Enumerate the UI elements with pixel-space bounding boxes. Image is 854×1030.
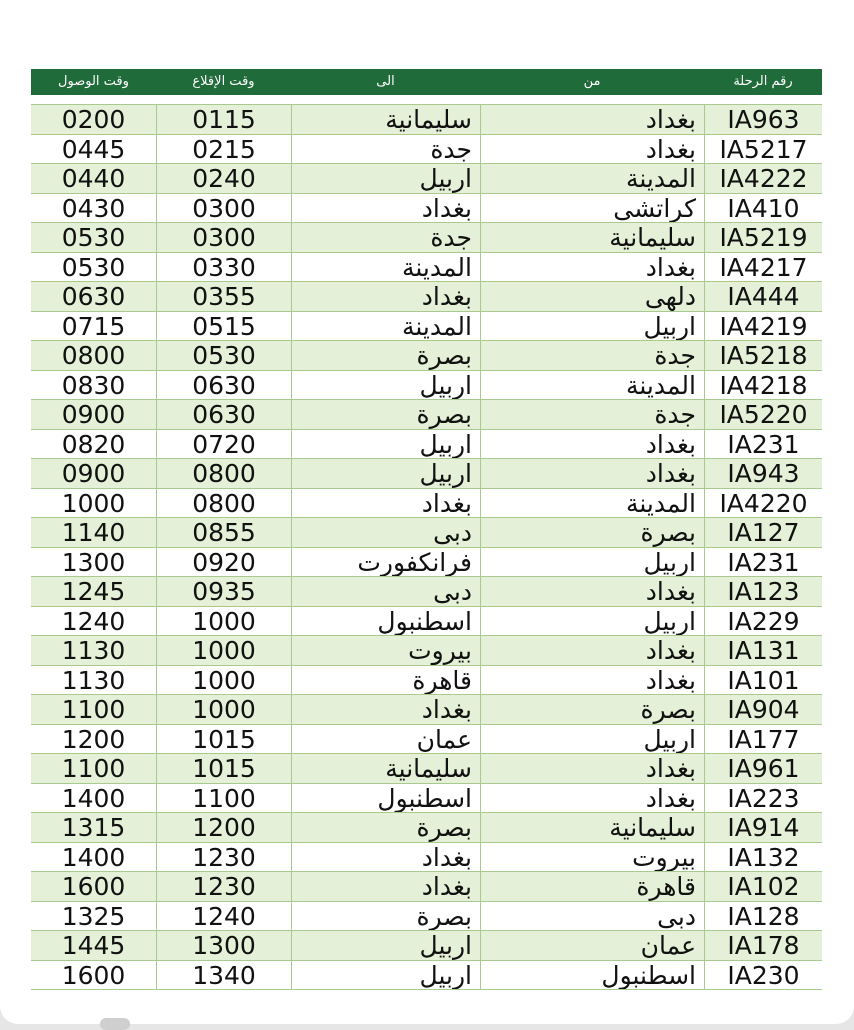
cell-departure-time: 1230 [156, 872, 291, 901]
cell-arrival-time: 0820 [61, 429, 126, 458]
table-row [31, 400, 822, 430]
cell-departure-time: 0115 [156, 105, 291, 134]
cell-from: اسطنبول [480, 961, 704, 990]
table-row [31, 548, 822, 578]
cell-from: بغداد [480, 253, 704, 282]
cell-to: دبى [291, 577, 480, 606]
cell-arrival-time: 1000 [61, 488, 126, 517]
cell-to: قاهرة [291, 666, 480, 695]
cell-arrival-time: 1130 [61, 665, 126, 694]
cell-from: سليمانية [480, 223, 704, 252]
cell-departure-time: 1100 [156, 784, 291, 813]
cell-arrival-time: 1315 [61, 813, 126, 842]
cell-flight-number: IA963 [704, 105, 822, 134]
cell-flight-number: IA178 [704, 931, 822, 960]
table-row [31, 666, 822, 696]
cell-arrival-time: 0715 [61, 311, 126, 340]
table-row [31, 636, 822, 666]
header-from: من [583, 74, 601, 89]
cell-departure-time: 0920 [156, 548, 291, 577]
cell-to: بغداد [291, 282, 480, 311]
table-row [31, 843, 822, 873]
cell-departure-time: 1000 [156, 695, 291, 724]
cell-arrival-time: 1600 [61, 872, 126, 901]
cell-from: بغداد [480, 135, 704, 164]
header-departure-time: وقت الإقلاع [192, 74, 255, 89]
cell-arrival-time: 0830 [61, 370, 126, 399]
cell-flight-number: IA230 [704, 961, 822, 990]
table-row [31, 105, 822, 135]
cell-arrival-time: 0800 [61, 341, 126, 370]
cell-flight-number: IA4217 [704, 253, 822, 282]
cell-to: عمان [291, 725, 480, 754]
table-row [31, 341, 822, 371]
cell-to: بغداد [291, 695, 480, 724]
table-row [31, 312, 822, 342]
cell-flight-number: IA4220 [704, 489, 822, 518]
table-row [31, 489, 822, 519]
table-row [31, 518, 822, 548]
cell-arrival-time: 0445 [61, 134, 126, 163]
cell-flight-number: IA961 [704, 754, 822, 783]
cell-arrival-time: 0900 [61, 459, 126, 488]
cell-flight-number: IA127 [704, 518, 822, 547]
table-row [31, 961, 822, 991]
header-flight-number: رقم الرحلة [733, 74, 793, 89]
cell-arrival-time: 1100 [61, 754, 126, 783]
cell-flight-number: IA5220 [704, 400, 822, 429]
cell-to: بصرة [291, 813, 480, 842]
cell-arrival-time: 0440 [61, 164, 126, 193]
cell-departure-time: 1340 [156, 961, 291, 990]
table-row [31, 931, 822, 961]
cell-arrival-time: 1245 [61, 577, 126, 606]
cell-to: بغداد [291, 872, 480, 901]
table-row [31, 459, 822, 489]
cell-arrival-time: 0530 [61, 223, 126, 252]
cell-to: اربيل [291, 961, 480, 990]
cell-from: المدينة [480, 489, 704, 518]
cell-arrival-time: 1300 [61, 547, 126, 576]
cell-from: بغداد [480, 577, 704, 606]
cell-from: اربيل [480, 725, 704, 754]
cell-to: بصرة [291, 341, 480, 370]
cell-arrival-time: 1240 [61, 606, 126, 635]
cell-flight-number: IA101 [704, 666, 822, 695]
cell-to: اربيل [291, 371, 480, 400]
cell-to: بصرة [291, 400, 480, 429]
cell-flight-number: IA131 [704, 636, 822, 665]
cell-from: قاهرة [480, 872, 704, 901]
cell-departure-time: 1200 [156, 813, 291, 842]
cell-flight-number: IA132 [704, 843, 822, 872]
cell-departure-time: 0720 [156, 430, 291, 459]
cell-to: فرانكفورت [291, 548, 480, 577]
cell-from: بغداد [480, 105, 704, 134]
cell-from: بغداد [480, 784, 704, 813]
cell-to: جدة [291, 223, 480, 252]
cell-arrival-time: 1200 [61, 724, 126, 753]
cell-to: اسطنبول [291, 607, 480, 636]
cell-flight-number: IA102 [704, 872, 822, 901]
cell-to: المدينة [291, 312, 480, 341]
cell-flight-number: IA4222 [704, 164, 822, 193]
cell-departure-time: 0855 [156, 518, 291, 547]
scroll-indicator[interactable] [100, 1018, 130, 1030]
cell-to: بغداد [291, 489, 480, 518]
cell-departure-time: 0300 [156, 223, 291, 252]
cell-departure-time: 1300 [156, 931, 291, 960]
cell-departure-time: 1230 [156, 843, 291, 872]
cell-from: بغداد [480, 666, 704, 695]
cell-flight-number: IA5218 [704, 341, 822, 370]
cell-flight-number: IA5217 [704, 135, 822, 164]
cell-from: بيروت [480, 843, 704, 872]
cell-flight-number: IA943 [704, 459, 822, 488]
cell-departure-time: 0935 [156, 577, 291, 606]
cell-to: بيروت [291, 636, 480, 665]
cell-to: سليمانية [291, 105, 480, 134]
cell-from: بغداد [480, 754, 704, 783]
flight-schedule-table [31, 104, 822, 990]
cell-to: اربيل [291, 430, 480, 459]
table-row [31, 725, 822, 755]
table-row [31, 754, 822, 784]
table-row [31, 135, 822, 165]
cell-arrival-time: 0200 [61, 105, 126, 134]
cell-to: بصرة [291, 902, 480, 931]
cell-departure-time: 1015 [156, 725, 291, 754]
cell-departure-time: 0630 [156, 371, 291, 400]
header-arrival-time: وقت الوصول [58, 74, 129, 89]
cell-departure-time: 1000 [156, 666, 291, 695]
cell-from: جدة [480, 400, 704, 429]
cell-from: اربيل [480, 548, 704, 577]
cell-flight-number: IA231 [704, 548, 822, 577]
table-row [31, 194, 822, 224]
cell-flight-number: IA444 [704, 282, 822, 311]
cell-from: بغداد [480, 430, 704, 459]
cell-to: اربيل [291, 164, 480, 193]
cell-from: سليمانية [480, 813, 704, 842]
cell-flight-number: IA123 [704, 577, 822, 606]
cell-flight-number: IA128 [704, 902, 822, 931]
cell-to: بغداد [291, 843, 480, 872]
cell-to: اربيل [291, 459, 480, 488]
cell-departure-time: 0215 [156, 135, 291, 164]
cell-flight-number: IA5219 [704, 223, 822, 252]
cell-arrival-time: 1445 [61, 931, 126, 960]
cell-flight-number: IA231 [704, 430, 822, 459]
cell-flight-number: IA229 [704, 607, 822, 636]
cell-arrival-time: 1400 [61, 842, 126, 871]
table-row [31, 872, 822, 902]
cell-to: سليمانية [291, 754, 480, 783]
table-row [31, 695, 822, 725]
cell-to: جدة [291, 135, 480, 164]
cell-flight-number: IA4218 [704, 371, 822, 400]
cell-arrival-time: 1100 [61, 695, 126, 724]
cell-to: المدينة [291, 253, 480, 282]
cell-arrival-time: 1325 [61, 901, 126, 930]
table-row [31, 902, 822, 932]
cell-from: بصرة [480, 695, 704, 724]
cell-flight-number: IA177 [704, 725, 822, 754]
cell-from: بصرة [480, 518, 704, 547]
cell-arrival-time: 0430 [61, 193, 126, 222]
cell-flight-number: IA904 [704, 695, 822, 724]
table-row [31, 784, 822, 814]
cell-from: كراتشى [480, 194, 704, 223]
cell-to: اسطنبول [291, 784, 480, 813]
cell-departure-time: 0515 [156, 312, 291, 341]
cell-arrival-time: 1400 [61, 783, 126, 812]
cell-departure-time: 1240 [156, 902, 291, 931]
cell-departure-time: 1000 [156, 607, 291, 636]
cell-departure-time: 0240 [156, 164, 291, 193]
table-row [31, 607, 822, 637]
cell-departure-time: 0530 [156, 341, 291, 370]
table-row [31, 253, 822, 283]
cell-arrival-time: 0530 [61, 252, 126, 281]
cell-from: جدة [480, 341, 704, 370]
table-row [31, 164, 822, 194]
cell-departure-time: 1015 [156, 754, 291, 783]
cell-from: المدينة [480, 371, 704, 400]
table-row [31, 371, 822, 401]
cell-arrival-time: 1140 [61, 518, 126, 547]
cell-departure-time: 0330 [156, 253, 291, 282]
cell-flight-number: IA223 [704, 784, 822, 813]
cell-to: اربيل [291, 931, 480, 960]
cell-departure-time: 0355 [156, 282, 291, 311]
cell-to: بغداد [291, 194, 480, 223]
table-header [31, 69, 822, 95]
table-row [31, 223, 822, 253]
cell-from: بغداد [480, 459, 704, 488]
cell-from: دبى [480, 902, 704, 931]
table-row [31, 813, 822, 843]
table-row [31, 282, 822, 312]
cell-arrival-time: 1130 [61, 636, 126, 665]
cell-departure-time: 0800 [156, 459, 291, 488]
cell-departure-time: 1000 [156, 636, 291, 665]
cell-to: دبى [291, 518, 480, 547]
cell-from: بغداد [480, 636, 704, 665]
cell-from: المدينة [480, 164, 704, 193]
cell-arrival-time: 1600 [61, 960, 126, 989]
cell-departure-time: 0300 [156, 194, 291, 223]
cell-flight-number: IA410 [704, 194, 822, 223]
cell-from: عمان [480, 931, 704, 960]
cell-from: اربيل [480, 312, 704, 341]
cell-flight-number: IA914 [704, 813, 822, 842]
cell-arrival-time: 0630 [61, 282, 126, 311]
cell-from: دلهى [480, 282, 704, 311]
cell-flight-number: IA4219 [704, 312, 822, 341]
cell-from: اربيل [480, 607, 704, 636]
cell-departure-time: 0800 [156, 489, 291, 518]
cell-arrival-time: 0900 [61, 400, 126, 429]
header-to: الى [376, 74, 395, 89]
table-row [31, 577, 822, 607]
table-row [31, 430, 822, 460]
cell-departure-time: 0630 [156, 400, 291, 429]
